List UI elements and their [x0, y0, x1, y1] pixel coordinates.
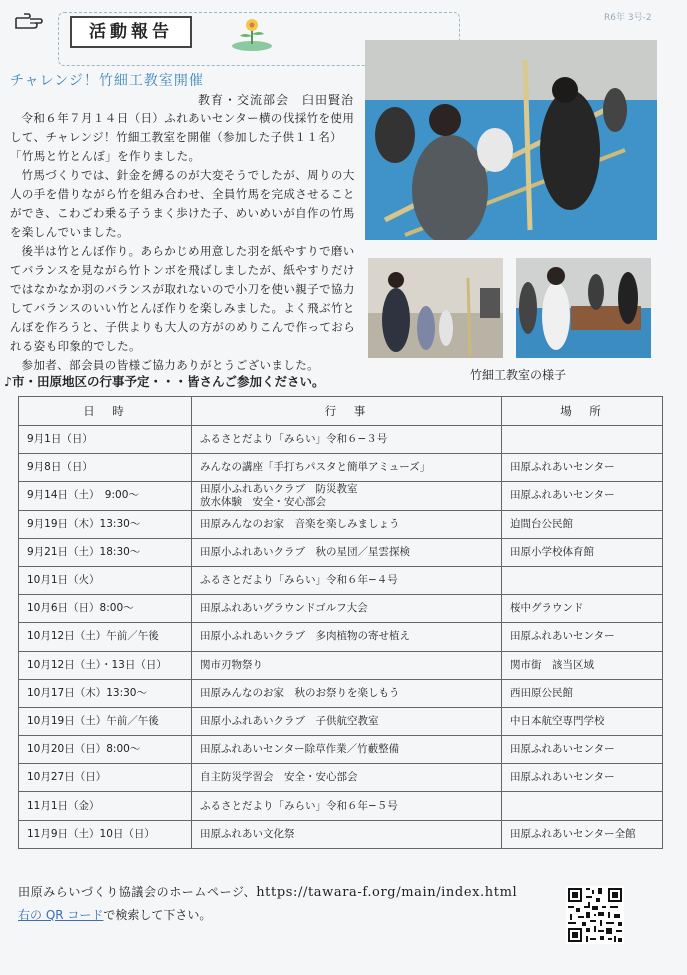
article-byline: 教育・交流部会 臼田賢治	[198, 93, 355, 107]
table-row	[19, 538, 663, 566]
place-cell: 田原ふれあいセンター	[502, 736, 663, 764]
event-cell: ふるさとだより「みらい」令和６−３号	[192, 426, 502, 454]
date-cell: 10月17日（木）13:30〜	[19, 679, 192, 707]
place-cell	[502, 566, 663, 594]
place-cell: 田原ふれあいセンター	[502, 454, 663, 482]
qr-code-icon[interactable]	[566, 886, 624, 944]
event-cell: 田原小ふれあいクラブ 防災教室 放水体験 安全・安心部会	[192, 482, 502, 510]
table-row	[19, 679, 663, 707]
place-cell: 西田原公民館	[502, 679, 663, 707]
table-row	[19, 792, 663, 820]
date-cell: 9月21日（土）18:30〜	[19, 538, 192, 566]
date-cell: 10月6日（日）8:00〜	[19, 595, 192, 623]
bamboo-workshop-photo-left	[368, 258, 503, 358]
place-cell	[502, 426, 663, 454]
place-cell: 迫間台公民館	[502, 510, 663, 538]
table-row	[19, 454, 663, 482]
table-row	[19, 651, 663, 679]
event-cell: みんなの講座「手打ちパスタと簡単アミューズ」	[192, 454, 502, 482]
article-paragraph: 竹馬づくりでは、針金を縛るのが大変そうでしたが、周りの大人の手を借りながら竹を組み合わせ、全員竹馬を完成させることができ、こわごわ乗る子うまく歩けた子、めいめいが自作の竹馬を楽しんでいました。	[10, 168, 355, 239]
table-row	[19, 510, 663, 538]
place-cell	[502, 792, 663, 820]
article-title: チャレンジ！竹細工教室開催	[10, 73, 204, 89]
page-code: R6年 3号-2	[604, 13, 652, 23]
table-row	[19, 426, 663, 454]
event-cell: ふるさとだより「みらい」令和６年−４号	[192, 566, 502, 594]
schedule-table	[18, 396, 663, 849]
article-paragraph: 参加者、部会員の皆様ご協力ありがとうございました。	[21, 358, 319, 372]
flower-decoration-icon	[228, 16, 276, 52]
section-label: 活動報告	[70, 16, 192, 48]
schedule-title: ♪市・田原地区の行事予定・・・皆さんご参加ください。	[4, 374, 325, 389]
event-cell: 関市刃物祭り	[192, 651, 502, 679]
event-cell: 田原小ふれあいクラブ 子供航空教室	[192, 707, 502, 735]
homepage-line	[18, 883, 517, 900]
place-cell: 田原ふれあいセンター	[502, 623, 663, 651]
event-cell: 田原小ふれあいクラブ 多肉植物の寄せ植え	[192, 623, 502, 651]
homepage-url[interactable]: https://tawara-f.org/main/index.html	[256, 885, 518, 900]
event-cell: 田原小ふれあいクラブ 秋の星団／星雲探検	[192, 538, 502, 566]
column-header-datetime: 日 時	[19, 397, 192, 426]
article-paragraph: 後半は竹とんぼ作り。あらかじめ用意した羽を紙やすりで磨いてバランスを見ながら竹トンボを飛ばしましたが、紙やすりだけではなかなか羽のバランスが取れないので小刀を使い親子で協力してバランスのいい竹とんぼ作りを楽しみました。よく飛ぶ竹とんぼを作ろうと、子供よりも大人の方がのめりこんで作っておられる姿も印象的でした。	[10, 244, 356, 353]
bamboo-workshop-photo-right	[516, 258, 651, 358]
event-cell: 田原ふれあいグラウンドゴルフ大会	[192, 595, 502, 623]
event-cell: 自主防災学習会 安全・安心部会	[192, 764, 502, 792]
date-cell: 9月8日（日）	[19, 454, 192, 482]
date-cell: 10月1日（火）	[19, 566, 192, 594]
place-cell: 田原ふれあいセンター	[502, 482, 663, 510]
date-cell: 10月27日（日）	[19, 764, 192, 792]
date-cell: 11月9日（土）10日（日）	[19, 820, 192, 848]
table-header-row	[19, 397, 663, 426]
homepage-text: 田原みらいづくり協議会のホームページ、	[18, 885, 257, 899]
column-header-event: 行 事	[192, 397, 502, 426]
qr-instruction	[18, 906, 211, 923]
event-cell: 田原ふれあい文化祭	[192, 820, 502, 848]
event-cell: 田原みんなのお家 音楽を楽しみましょう	[192, 510, 502, 538]
pointing-hand-icon	[14, 10, 44, 32]
place-cell: 中日本航空専門学校	[502, 707, 663, 735]
table-row	[19, 595, 663, 623]
table-row	[19, 707, 663, 735]
table-row	[19, 764, 663, 792]
date-cell: 10月12日（土）・13日（日）	[19, 651, 192, 679]
table-row	[19, 820, 663, 848]
column-header-place: 場 所	[502, 397, 663, 426]
place-cell: 田原ふれあいセンター全館	[502, 820, 663, 848]
date-cell: 9月1日（日）	[19, 426, 192, 454]
date-cell: 10月20日（日）8:00〜	[19, 736, 192, 764]
date-cell: 10月19日（土）午前／午後	[19, 707, 192, 735]
event-cell: ふるさとだより「みらい」令和６年−５号	[192, 792, 502, 820]
event-cell: 田原ふれあいセンター除草作業／竹藪整備	[192, 736, 502, 764]
place-cell: 田原小学校体育館	[502, 538, 663, 566]
place-cell: 関市街 該当区域	[502, 651, 663, 679]
table-row	[19, 736, 663, 764]
table-row	[19, 566, 663, 594]
qr-link-text[interactable]: 右の QR コード	[18, 908, 104, 922]
event-cell: 田原みんなのお家 秋のお祭りを楽しもう	[192, 679, 502, 707]
article-paragraph: 令和６年７月１４日（日）ふれあいセンター横の伐採竹を使用して、チャレンジ！竹細工教室を開催（参加した子供１１名）「竹馬と竹とんぼ」を作りました。	[10, 111, 355, 163]
date-cell: 11月1日（金）	[19, 792, 192, 820]
date-cell: 9月14日（土） 9:00〜	[19, 482, 192, 510]
article-body	[10, 109, 360, 375]
date-cell: 9月19日（木）13:30〜	[19, 510, 192, 538]
bamboo-workshop-photo-main	[365, 40, 657, 240]
place-cell: 田原ふれあいセンター	[502, 764, 663, 792]
qr-suffix: で検索して下さい。	[103, 908, 212, 922]
place-cell: 桜中グラウンド	[502, 595, 663, 623]
photo-caption: 竹細工教室の様子	[470, 368, 567, 382]
date-cell: 10月12日（土）午前／午後	[19, 623, 192, 651]
table-row	[19, 623, 663, 651]
table-row	[19, 482, 663, 510]
